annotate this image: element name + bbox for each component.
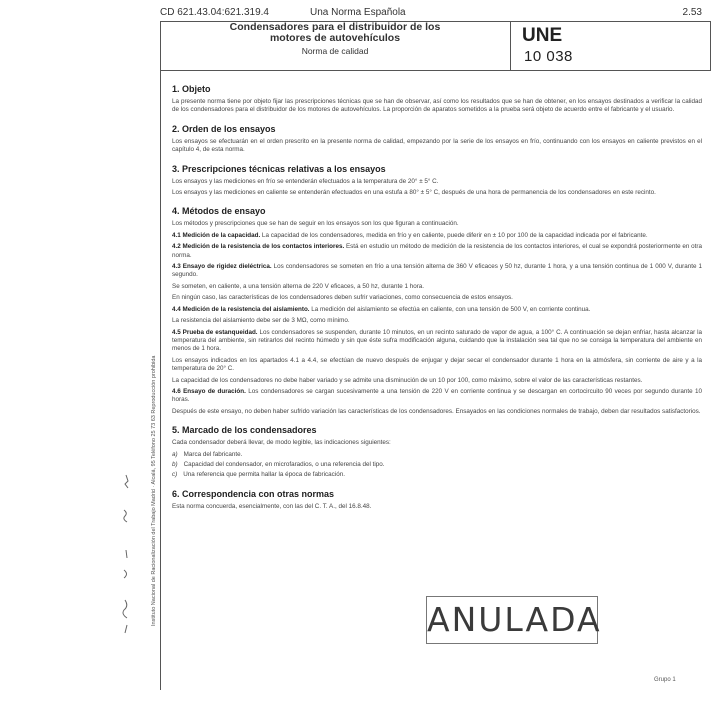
header-divider-rule <box>510 21 511 71</box>
list-item <box>172 471 702 479</box>
item-4-1-text: La capacidad de los condensadores, medida en frío y en caliente, puede diferir en ± 10 por 100 de la capacidad indicada por el fabricante. <box>260 231 648 239</box>
section-2-text: Los ensayos se efectuarán en el orden prescrito en la presente norma de calidad, empezando por la serie de los ensayos en frío, continuando con los ensayos en caliente previstos en el capítulo 4, de esta norma. <box>172 137 702 154</box>
item-4-3-heading: 4.3 Ensayo de rigidez dieléctrica. <box>172 263 272 271</box>
group-label: Grupo 1 <box>654 677 676 683</box>
item-4-1 <box>172 232 702 240</box>
section-3-title: 3. Prescripciones técnicas relativas a los ensayos <box>172 163 386 174</box>
item-4-4-heading: 4.4 Medición de la resistencia del aislamiento. <box>172 305 310 313</box>
item-4-2-heading: 4.2 Medición de la resistencia de los contactos interiores. <box>172 243 345 251</box>
une-number: 10 038 <box>524 48 573 65</box>
list-marker: c) <box>172 471 178 479</box>
section-1-title: 1. Objeto <box>172 84 211 94</box>
norm-label: Una Norma Española <box>310 7 406 18</box>
item-4-6-para-2: Después de este ensayo, no deben haber sufrido variación las características de los condensadores. Ensayados en las condiciones normales de trabajo, deben dar resultados satisfactorios. <box>172 407 701 415</box>
page-code: 2.53 <box>682 7 702 18</box>
item-4-5-para-2: Los ensayos indicados en los apartados 4.1 a 4.4, se efectúan de nuevo después de enjugar y dejar secar el condensador durante 1 hora en la atmósfera, sin corriente de aire y a la temperatura de 20° C. <box>172 356 702 373</box>
title-line-2: motores de autovehículos <box>269 32 401 44</box>
item-4-3 <box>172 263 702 280</box>
item-4-6-heading: 4.6 Ensayo de duración. <box>172 387 246 395</box>
section-2-title: 2. Orden de los ensayos <box>172 123 276 134</box>
document-subtitle: Norma de calidad <box>301 46 369 56</box>
item-4-4-text: La medición del aislamiento se efectúa en caliente, con una tensión de 500 V, en corriente continua. <box>309 305 591 313</box>
section-3-text-2: Los ensayos y las mediciones en caliente se entenderán efectuados en una estufa a 80° ± 5° C, después de una hora de permanencia de los condensadores en este recinto. <box>172 189 656 197</box>
title-line-1: Condensadores para el distribuidor de los <box>229 21 441 33</box>
une-label: UNE <box>522 25 563 46</box>
margin-note-text: Instituto Nacional de Racionalización del Trabajo Madrid · Alcalá, 95 Teléfono 25 73 63 Reproducción prohibida <box>151 355 157 626</box>
section-5-title: 5. Marcado de los condensadores <box>172 425 317 436</box>
item-4-4-para-2: La resistencia del aislamiento debe ser de 3 MΩ, como mínimo. <box>172 317 350 325</box>
header-right-rule <box>710 21 711 71</box>
top-header-row <box>160 7 706 21</box>
section-4-intro: Los métodos y prescripciones que se han de seguir en los ensayos son los que figuran a continuación. <box>172 220 459 228</box>
handwritten-margin-marks <box>118 470 134 640</box>
body-left-rule <box>160 70 161 690</box>
side-margin-note <box>149 86 159 626</box>
section-6-text: Esta norma concuerda, esencialmente, con las del C. T. A., del 16.8.48. <box>172 502 372 510</box>
item-4-6 <box>172 388 702 405</box>
list-marker: a) <box>172 450 178 458</box>
stamp-text: ANULADA <box>427 600 602 639</box>
list-marker: b) <box>172 460 178 468</box>
une-box <box>512 22 610 70</box>
item-4-3-para-2: Se someten, en caliente, a una tensión alterna de 220 V eficaces, a 50 hz, durante 1 hora. <box>172 282 425 290</box>
item-4-5-heading: 4.5 Prueba de estanqueidad. <box>172 328 258 336</box>
item-4-5-text: Los condensadores se suspenden, durante 10 minutos, en un recinto saturado de vapor de agua, a 100° C. A continuación se dejan enfriar, hasta alcanzar la temperatura del ambiente, sin retirarlos del recinto húmedo y sin que éste sufra modificación alguna, cuidando que la instalación sea tal que no se consiga la temperatura del ambiente en menos de 1 hora. <box>172 328 702 353</box>
item-4-2-text: Está en estudio un método de medición de la resistencia de los contactos interiores, el cual se expondrá posteriormente en otra norma. <box>172 243 702 259</box>
section-5-intro: Cada condensador deberá llevar, de modo legible, las indicaciones siguientes: <box>172 439 391 447</box>
header-bottom-rule <box>160 70 710 71</box>
item-4-6-text: Los condensadores se cargan sucesivamente a una tensión de 220 V en corriente continua y se descargan en cortocircuito 90 veces por segundo durante 10 horas. <box>172 387 702 404</box>
item-4-2 <box>172 243 702 260</box>
item-4-5-para-3: La capacidad de los condensadores no debe haber variado y se admite una disminución de un 10 por 100, como máximo, sobre el valor de las características restantes. <box>172 376 643 384</box>
item-4-3-text: Los condensadores se someten en frío a una tensión alterna de 360 V eficaces y 50 hz, durante 1 hora, y a una tensión continua de 1 000 V, durante 1 segundo. <box>172 263 702 279</box>
list-text: Capacidad del condensador, en microfaradios, o una referencia del tipo. <box>183 460 385 468</box>
list-text: Una referencia que permita hallar la época de fabricación. <box>183 471 345 479</box>
item-4-5 <box>172 329 702 354</box>
item-4-3-para-3: En ningún caso, las características de los condensadores deben sufrir variaciones, como consecuencia de estos ensayos. <box>172 294 513 302</box>
list-text: Marca del fabricante. <box>183 450 243 458</box>
section-6-title: 6. Correspondencia con otras normas <box>172 488 335 499</box>
list-item <box>172 451 702 459</box>
section-4-title: 4. Métodos de ensayo <box>172 206 266 217</box>
item-4-4 <box>172 306 702 314</box>
section-3-text-1: Los ensayos y las mediciones en frío se entenderán efectuados a la temperatura de 20° ± 5° C. <box>172 177 439 185</box>
item-4-1-heading: 4.1 Medición de la capacidad. <box>172 231 261 239</box>
document-title <box>160 22 510 57</box>
cdu-code: CD 621.43.04:621.319.4 <box>160 7 269 18</box>
document-body <box>172 84 702 514</box>
list-item <box>172 461 702 469</box>
section-1-text: La presente norma tiene por objeto fijar las prescripciones técnicas que se han de observar, así como los resultados que se han de obtener, en los ensayos destinados a verificar la calidad de los condensadores para el distribuidor de los motores de autovehículos. La proporción de aparatos sometidos a la prueba será objeto de acuerdo entre el fabricante y el usuario. <box>172 98 702 114</box>
annulled-stamp <box>426 596 602 644</box>
